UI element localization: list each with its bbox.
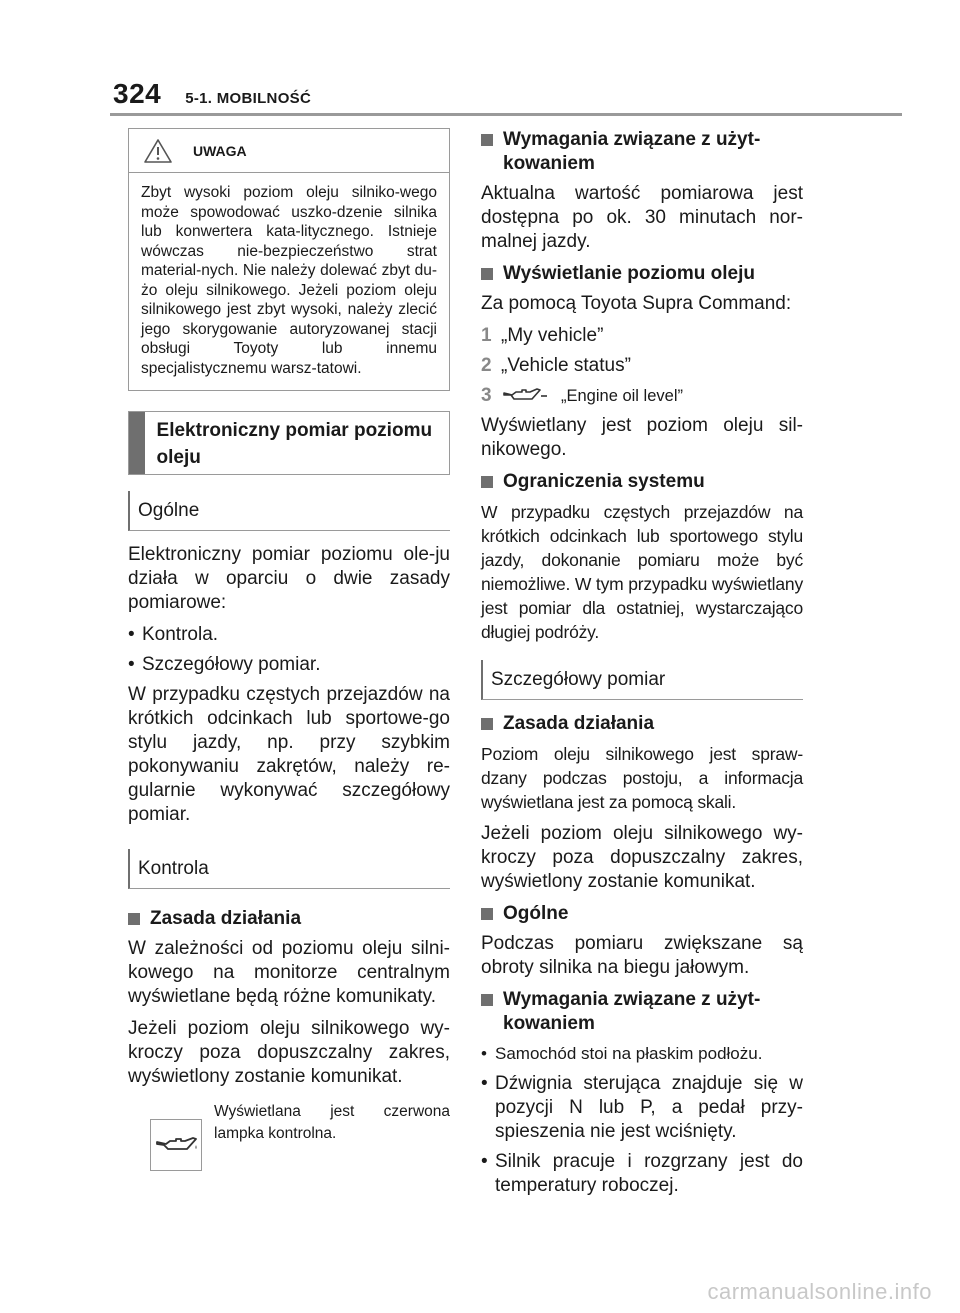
heading-principle: Zasada działania (128, 907, 450, 931)
square-bullet-icon (481, 908, 493, 920)
subheading-general: Ogólne (128, 491, 450, 531)
requirements-text: Aktualna wartość pomiarowa jest dostępna po ok. 30 minutach nor-malnej jazdy. (481, 183, 803, 252)
square-bullet-icon (481, 994, 493, 1006)
lamp-note (150, 1101, 450, 1171)
warning-text: Zbyt wysoki poziom oleju silniko-wego może spowodować uszko-dzenie silnika lub konwertera kata-litycznego. Istnieje wówczas nie-bezpieczeństwo strat material-nych. Nie należy dolewać zbyt du-żo oleju silnikowego. Jeżeli poziom oleju silnikowego jest zbyt wysoki, należy zlecić jego skorygowanie autoryzowanej stacji obsługi Toyoty lub innemu specjalistycznemu warsz-tatowi. (141, 184, 437, 377)
principle-text-2: Jeżeli poziom oleju silnikowego wy-kroczy poza dopuszczalny zakres, wyświetlony zostanie komunikat. (128, 1018, 450, 1087)
heading-principle-2: Zasada działania (481, 712, 803, 736)
header-rule (110, 113, 902, 116)
square-bullet-icon (481, 134, 493, 146)
heading-requirements: Wymagania związane z użyt-kowaniem (481, 128, 803, 176)
list-item: • Szczegółowy pomiar. (128, 654, 321, 675)
list-item: • Silnik pracuje i rozgrzany jest do temperatury roboczej. (481, 1151, 803, 1196)
principle-text-1: W zależności od poziomu oleju silni-kowego na monitorze centralnym wyświetlane będą różne komunikaty. (128, 938, 450, 1007)
list-item: • Kontrola. (128, 624, 219, 645)
square-bullet-icon (128, 913, 140, 925)
section-title: 5-1. MOBILNOŚĆ (185, 90, 312, 107)
lamp-note-text: Wyświetlana jest czerwona lampka kontrolna. (214, 1103, 450, 1142)
warning-header (129, 129, 449, 173)
limits-text: W przypadku częstych przejazdów na krótkich odcinkach lub sportowego stylu jazdy, dokonanie pomiaru może być niemożliwe. W tym przypadku wyświetlany jest pomiar dla ostatniej, wystarczająco długiej podróży. (481, 502, 803, 642)
page-number: 324 (113, 78, 162, 109)
warning-box (128, 128, 450, 391)
left-column (128, 128, 450, 1171)
heading-general-2: Ogólne (481, 902, 803, 926)
step-1: 1 „My vehicle” (481, 325, 604, 346)
heading-requirements-2: Wymagania związane z użyt-kowaniem (481, 988, 803, 1036)
oil-level-icon (501, 387, 549, 405)
watermark: carmanualsonline.info (707, 1279, 932, 1304)
step-2: 2 „Vehicle status” (481, 355, 631, 376)
principle-detail-text: Poziom oleju silnikowego jest spraw-dzany podczas postoju, a informacja wyświetlana jest za pomocą skali. (481, 744, 803, 812)
general-text: W przypadku częstych przejazdów na krótkich odcinkach lub sportowe-go stylu jazdy, np. przy szybkim pokonywaniu zakrętów, należy re-gularnie wykonywać szczegółowy pomiar. (128, 684, 450, 825)
step-3: 3 „Engine oil level” (481, 385, 683, 406)
heading-display: Wyświetlanie poziomu oleju (481, 262, 803, 286)
list-item: • Dźwignia sterująca znajduje się w pozycji N lub P, a pedał przy-spieszenia nie jest wciśnięty. (481, 1073, 803, 1142)
heading-limits: Ograniczenia systemu (481, 470, 803, 494)
general-detail-text: Podczas pomiaru zwiększane są obroty silnika na biegu jałowym. (481, 933, 803, 978)
oil-can-icon-cell (150, 1119, 202, 1171)
principle-detail-text-2: Jeżeli poziom oleju silnikowego wy-kroczy poza dopuszczalny zakres, wyświetlony zostanie komunikat. (481, 823, 803, 892)
right-column (481, 128, 803, 1204)
page-header (113, 78, 311, 110)
square-bullet-icon (481, 268, 493, 280)
title-sidebar (129, 412, 145, 474)
display-text: Za pomocą Toyota Supra Command: (481, 293, 792, 314)
display-result: Wyświetlany jest poziom oleju sil-nikowego. (481, 415, 803, 460)
general-intro: Elektroniczny pomiar poziomu ole-ju działa w oparciu o dwie zasady pomiarowe: (128, 544, 450, 613)
subheading-control: Kontrola (128, 849, 450, 889)
main-title: Elektroniczny pomiar poziomu oleju (156, 420, 433, 468)
warning-triangle-icon (143, 138, 173, 164)
warning-label: UWAGA (193, 142, 247, 159)
square-bullet-icon (481, 476, 493, 488)
oil-can-icon (154, 1135, 198, 1155)
main-title-box (128, 411, 450, 475)
subheading-detailed: Szczegółowy pomiar (481, 660, 803, 700)
list-item: • Samochód stoi na płaskim podłożu. (481, 1044, 763, 1063)
square-bullet-icon (481, 718, 493, 730)
